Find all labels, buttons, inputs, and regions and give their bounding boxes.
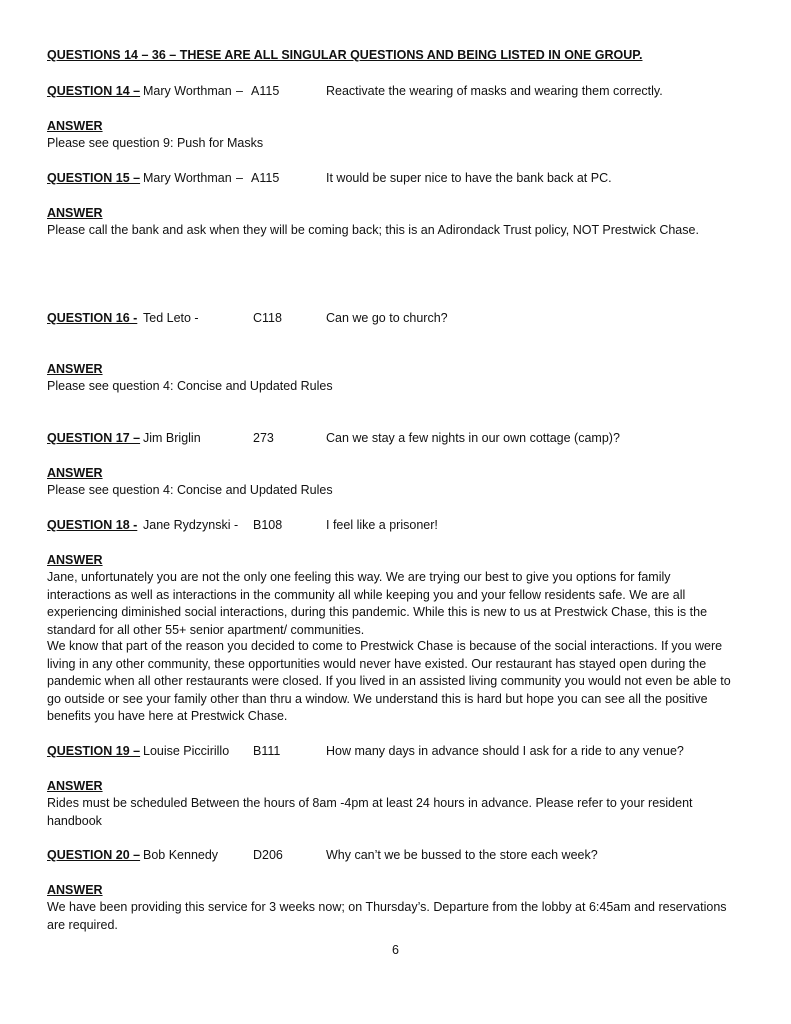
unit-number: A115: [251, 171, 280, 185]
answer-label: ANSWER: [47, 883, 103, 897]
question-text: Can we stay a few nights in our own cottage (camp)?: [326, 431, 620, 445]
question-text: How many days in advance should I ask for a ride to any venue?: [326, 744, 684, 758]
name-separator: –: [236, 171, 243, 185]
answer-text: Please see question 4: Concise and Updated Rules: [47, 379, 333, 393]
resident-name: Jim Briglin: [143, 431, 201, 445]
question-row: [47, 743, 767, 761]
resident-name: Ted Leto -: [143, 311, 199, 325]
resident-name: Bob Kennedy: [143, 848, 219, 862]
resident-name: Mary Worthman: [143, 171, 232, 185]
section-header: QUESTIONS 14 – 36 – THESE ARE ALL SINGULAR QUESTIONS AND BEING LISTED IN ONE GROUP.: [47, 48, 643, 62]
resident-name: Mary Worthman: [143, 84, 232, 98]
answer-text: Rides must be scheduled Between the hours of 8am -4pm at least 24 hours in advance. Please refer to your resident handbook: [47, 796, 693, 828]
answer-text: Please see question 4: Concise and Updated Rules: [47, 483, 333, 497]
question-label: QUESTION 20 –: [47, 848, 141, 862]
unit-number: A115: [251, 84, 280, 98]
answer-text: We have been providing this service for 3 weeks now; on Thursday’s. Departure from the lobby at 6:45am and reservations are required.: [47, 900, 727, 932]
question-label: QUESTION 19 –: [47, 744, 141, 758]
answer-label: ANSWER: [47, 119, 103, 133]
question-row: [47, 83, 767, 101]
question-row: [47, 847, 767, 865]
question-row: [47, 310, 767, 328]
unit-number: 273: [253, 431, 274, 445]
question-label: QUESTION 17 –: [47, 431, 141, 445]
question-label: QUESTION 15 –: [47, 171, 141, 185]
question-label: QUESTION 16 -: [47, 311, 138, 325]
answer-paragraph: We know that part of the reason you decided to come to Prestwick Chase is because of the social interactions. If you were living in any other community, these opportunities would never have existed. Our restaurant has stayed open during the pandemic when all other restaurants were closed. If you lived in an assisted living community you would not even be able to go outside or see your family other than thru a window. We understand this is hard but hope you can see all the positive benefits you have here at Prestwick Chase.: [47, 639, 731, 723]
question-text: It would be super nice to have the bank back at PC.: [326, 171, 612, 185]
question-text: Why can’t we be bussed to the store each week?: [326, 848, 598, 862]
resident-name: Jane Rydzynski -: [143, 518, 239, 532]
question-label: QUESTION 18 -: [47, 518, 138, 532]
unit-number: B108: [253, 518, 283, 532]
answer-label: ANSWER: [47, 779, 103, 793]
answer-paragraph: Jane, unfortunately you are not the only one feeling this way. We are trying our best to give you options for family interactions as well as interactions in the community all while keeping you and your fellow residents safe. We are all experiencing diminished social interactions, during this pandemic. While this is new to us at Prestwick Chase, this is the standard for all other 55+ senior apartment/ communities.: [47, 570, 708, 637]
unit-number: D206: [253, 848, 283, 862]
answer-text: Please call the bank and ask when they will be coming back; this is an Adirondack Trust policy, NOT Prestwick Chase.: [47, 223, 699, 237]
resident-name: Louise Piccirillo: [143, 744, 230, 758]
answer-label: ANSWER: [47, 553, 103, 567]
question-row: [47, 517, 767, 535]
question-text: I feel like a prisoner!: [326, 518, 438, 532]
unit-number: C118: [253, 311, 282, 325]
question-text: Can we go to church?: [326, 311, 448, 325]
question-label: QUESTION 14 –: [47, 84, 141, 98]
answer-label: ANSWER: [47, 206, 103, 220]
page-number: 6: [392, 943, 399, 957]
question-row: [47, 170, 767, 188]
answer-label: ANSWER: [47, 362, 103, 376]
unit-number: B111: [253, 744, 281, 758]
answer-label: ANSWER: [47, 466, 103, 480]
answer-text: Please see question 9: Push for Masks: [47, 136, 264, 150]
name-separator: –: [236, 84, 243, 98]
question-row: [47, 430, 767, 448]
question-text: Reactivate the wearing of masks and wearing them correctly.: [326, 84, 663, 98]
